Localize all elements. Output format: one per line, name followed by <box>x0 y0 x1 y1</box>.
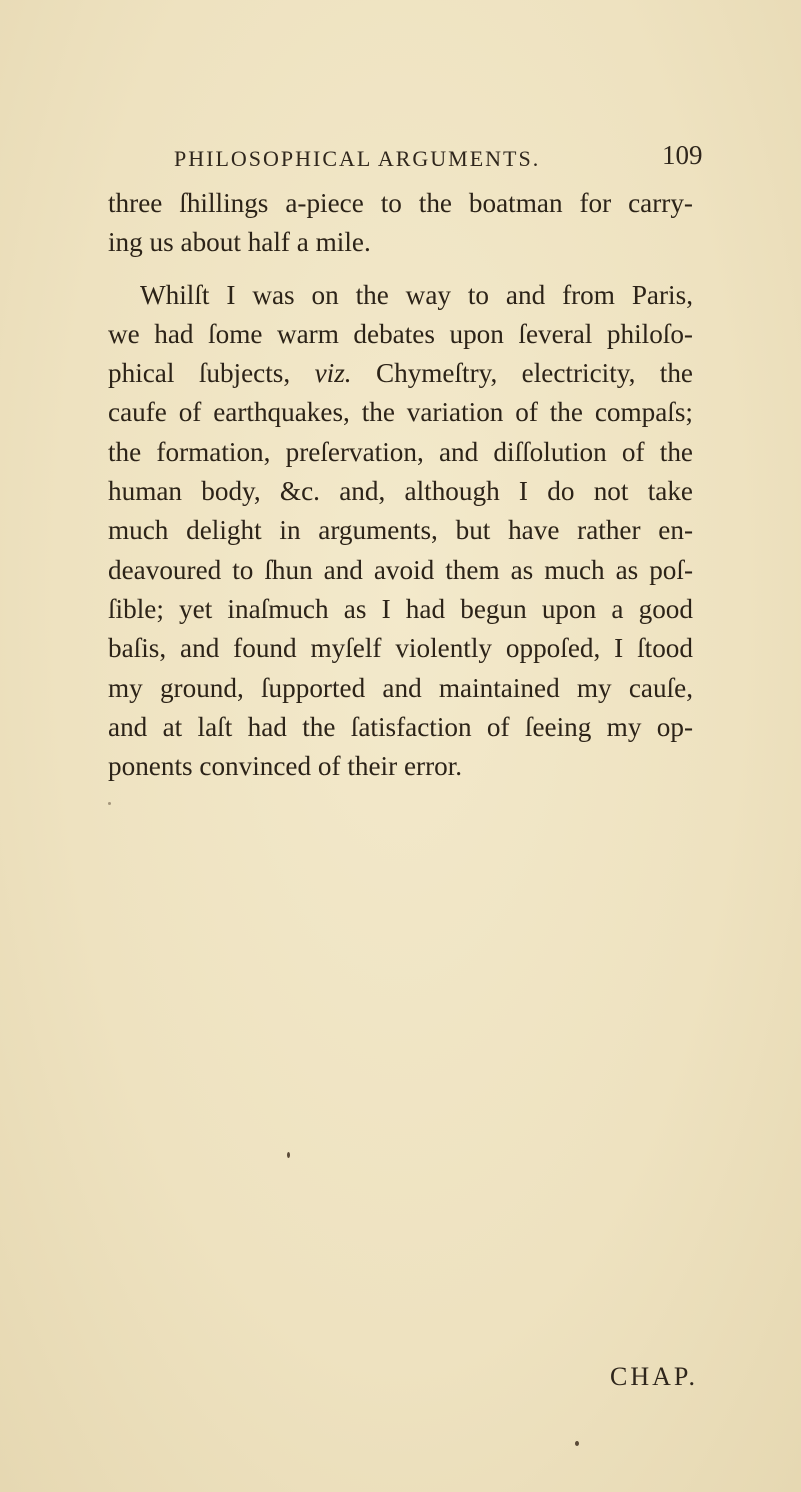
paper-speck <box>287 1152 290 1158</box>
text-line: my ground, ſupported and maintained my cauſe, <box>108 672 693 703</box>
text-line: ponents convinced of their error. <box>108 751 463 782</box>
paper-speck <box>108 802 111 805</box>
text-line: Whilſt I was on the way to and from Paris, <box>140 279 693 310</box>
body-text <box>108 184 693 786</box>
text-line: ſible; yet inaſmuch as I had begun upon a good <box>108 593 693 624</box>
text-line: deavoured to ſhun and avoid them as much as poſ- <box>108 554 693 585</box>
text-line: baſis, and found myſelf violently oppoſed, I ſtood <box>108 633 693 664</box>
page-number: 109 <box>662 140 703 170</box>
text-fragment: phical ſubjects, <box>108 358 315 389</box>
catchword: CHAP. <box>610 1362 698 1391</box>
text-line: and at laſt had the ſatisfaction of ſeeing my op- <box>108 711 693 742</box>
text-line: we had ſome warm debates upon ſeveral philoſo- <box>108 318 693 349</box>
running-head: PHILOSOPHICAL ARGUMENTS. <box>174 146 541 171</box>
paper-speck <box>575 1441 579 1446</box>
text-line: much delight in arguments, but have rather en- <box>108 515 693 546</box>
text-line: three ſhillings a-piece to the boatman for carry- <box>108 188 693 218</box>
text-line <box>108 354 693 393</box>
text-line: the formation, preſervation, and diſſolution of the <box>108 436 693 467</box>
text-line: human body, &c. and, although I do not take <box>108 476 693 507</box>
text-fragment: Chymeſtry, electricity, the <box>351 358 693 389</box>
italic-viz: viz. <box>314 358 352 389</box>
text-line: ing us about half a mile. <box>108 227 371 258</box>
text-line: caufe of earthquakes, the variation of the compaſs; <box>108 397 693 428</box>
